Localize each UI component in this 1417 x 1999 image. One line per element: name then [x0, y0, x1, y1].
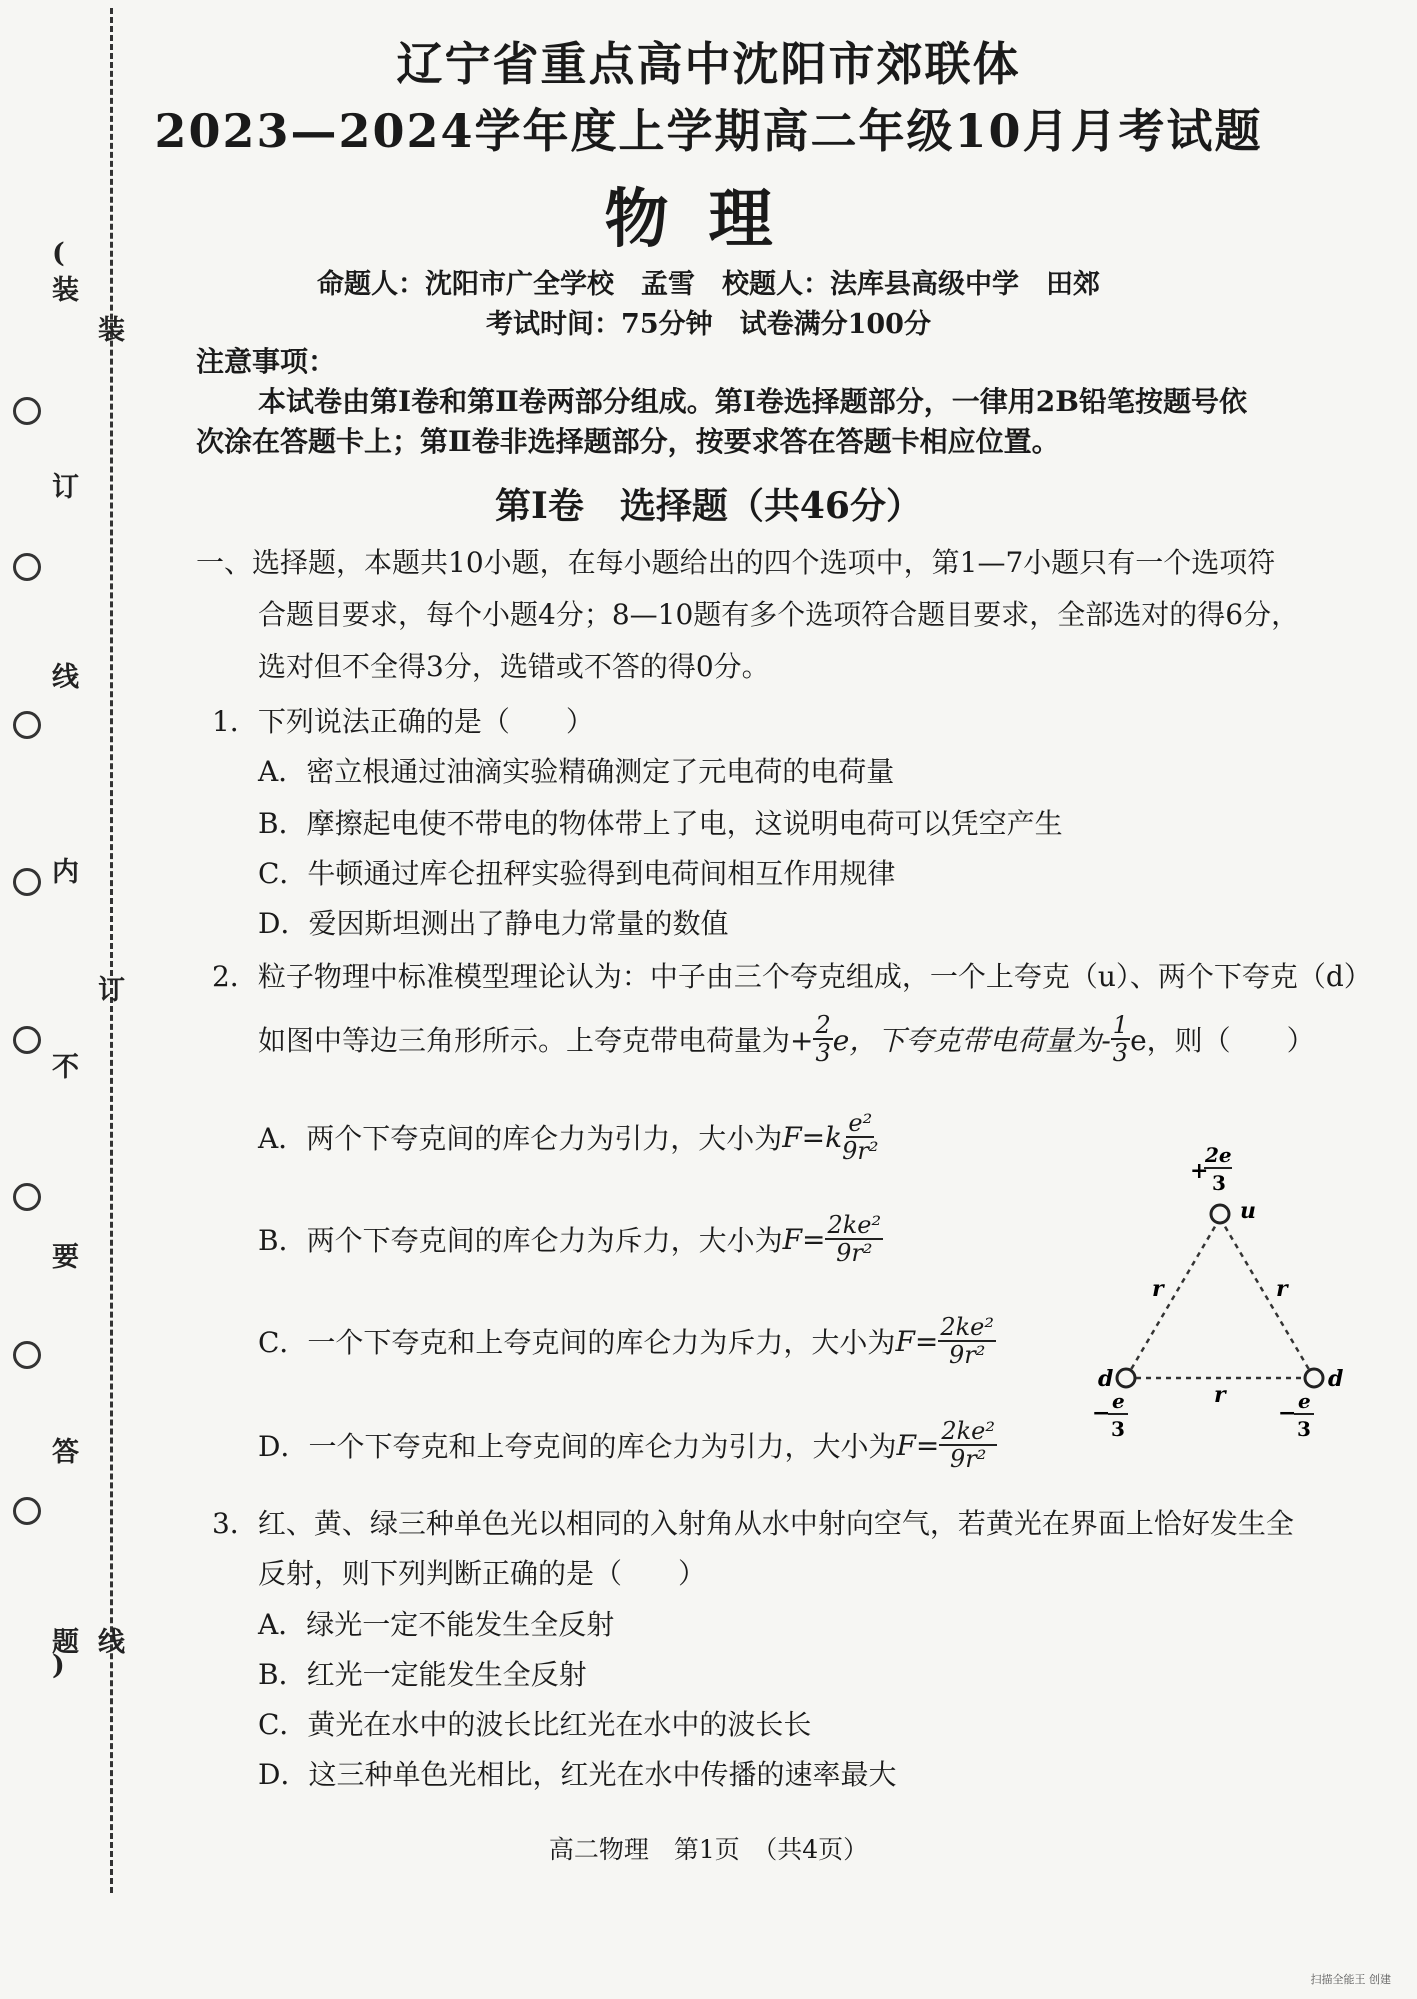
binding-hole-icon — [13, 868, 41, 896]
down-quark-charge-fraction: $\frac{1}{3}$ — [1112, 1011, 1129, 1067]
left-charge-den: 3 — [1111, 1417, 1125, 1441]
margin-char: 不 — [52, 1052, 79, 1083]
section-intro-line3: 选对但不全得3分，选错或不答的得0分。 — [258, 650, 770, 683]
q2-b-fraction: $\frac{\text{2ke²}}{\text{9r²}}$ — [827, 1211, 882, 1267]
q3-option-b: B．红光一定能发生全反射 — [258, 1658, 587, 1691]
q2-option-b: B．两个下夸克间的库仑力为斥力，大小为 F= $\frac{\text{2ke²}}{\text{9r²}}$ — [258, 1211, 882, 1267]
q2-stem-part-a: 如图中等边三角形所示。上夸克带电荷量为+ — [258, 1024, 814, 1057]
down-quark-node-left — [1117, 1369, 1135, 1387]
section-intro-line2: 合题目要求，每个小题4分；8—10题有多个选项符合题目要求，全部选对的得6分， — [258, 598, 1300, 631]
q2-stem-part-b: e，下夸克带电荷量为- — [832, 1024, 1111, 1057]
scanner-watermark: 扫描全能王 创建 — [1310, 1973, 1391, 1986]
margin-char: ) — [52, 1650, 65, 1681]
q2-c-fraction: $\frac{\text{2ke²}}{\text{9r²}}$ — [940, 1313, 994, 1369]
q1-stem: 1．下列说法正确的是（ ） — [212, 705, 594, 738]
q3-option-a: A．绿光一定不能发生全反射 — [258, 1608, 615, 1641]
down-quark-node-right — [1305, 1369, 1323, 1387]
binding-hole-icon — [13, 1183, 41, 1211]
section-intro-line1: 一、选择题，本题共10小题，在每小题给出的四个选项中，第1—7小题只有一个选项符 — [196, 546, 1276, 579]
margin-char: 线 — [98, 1627, 125, 1658]
exam-info-line: 考试时间：75分钟 试卷满分100分 — [486, 309, 931, 340]
notice-line2: 次涂在答题卡上；第Ⅱ卷非选择题部分，按要求答在答题卡相应位置。 — [196, 425, 1060, 458]
binding-hole-icon — [13, 553, 41, 581]
q2-d-fraction: $\frac{\text{2ke²}}{\text{9r²}}$ — [941, 1417, 995, 1473]
q2-option-c: C．一个下夸克和上夸克间的库仑力为斥力，大小为 F= $\frac{\text{2ke²}}{\text{9r²}}$ — [258, 1313, 994, 1369]
right-charge-num: e — [1298, 1389, 1311, 1413]
up-quark-label: u — [1240, 1198, 1256, 1224]
margin-char: 题 — [52, 1627, 79, 1658]
left-charge-sign: − — [1092, 1400, 1111, 1426]
margin-char: 订 — [98, 975, 125, 1006]
right-charge-den: 3 — [1297, 1417, 1311, 1441]
exam-title-line1: 辽宁省重点高中沈阳市郊联体 — [396, 37, 1021, 91]
q3-stem-line2: 反射，则下列判断正确的是（ ） — [258, 1557, 707, 1590]
q3-option-c: C．黄光在水中的波长比红光在水中的波长长 — [258, 1708, 812, 1741]
left-charge-num: e — [1112, 1389, 1125, 1413]
margin-char: 答 — [52, 1437, 79, 1468]
top-charge-den: 3 — [1212, 1171, 1226, 1195]
down-quark-label-right: d — [1328, 1366, 1344, 1392]
side-label-r: r — [1152, 1276, 1164, 1302]
up-quark-node — [1211, 1205, 1229, 1223]
q2-stem-line2 — [258, 1012, 1315, 1066]
page-footer: 高二物理 第1页 （共4页） — [548, 1835, 869, 1864]
quark-triangle-diagram — [1080, 1130, 1360, 1470]
triangle-side-right — [1220, 1218, 1314, 1378]
top-charge-sign: + — [1190, 1158, 1209, 1184]
section-title: 第Ⅰ卷 选择题（共46分） — [495, 485, 922, 527]
q2-a-fraction: $\frac{\text{e²}}{\text{9r²}}$ — [842, 1109, 879, 1165]
margin-char: 内 — [52, 857, 79, 888]
top-charge-num: 2e — [1205, 1143, 1232, 1167]
authors-line: 命题人：沈阳市广全学校 孟雪 校题人：法库县高级中学 田郊 — [317, 269, 1100, 300]
side-label-r: r — [1276, 1276, 1288, 1302]
notice-title: 注意事项： — [196, 345, 337, 378]
right-charge-sign: − — [1278, 1400, 1297, 1426]
margin-char: 要 — [52, 1242, 79, 1273]
down-quark-label-left: d — [1098, 1366, 1114, 1392]
binding-hole-icon — [13, 397, 41, 425]
q2-stem-part-c: e，则（ ） — [1130, 1024, 1315, 1057]
binding-hole-icon — [13, 1341, 41, 1369]
q3-option-d: D．这三种单色光相比，红光在水中传播的速率最大 — [258, 1758, 897, 1791]
q1-option-b: B．摩擦起电使不带电的物体带上了电，这说明电荷可以凭空产生 — [258, 807, 1063, 840]
subject-title: 物理 — [604, 182, 813, 257]
margin-char: 装 — [98, 315, 125, 346]
margin-char: 订 — [52, 472, 79, 503]
margin-char: 线 — [52, 662, 79, 693]
q1-option-d: D．爱因斯坦测出了静电力常量的数值 — [258, 907, 729, 940]
q2-option-d: D．一个下夸克和上夸克间的库仑力为引力，大小为 F= $\frac{\text{2ke²}}{\text{9r²}}$ — [258, 1417, 995, 1473]
q3-stem-line1: 3．红、黄、绿三种单色光以相同的入射角从水中射向空气，若黄光在界面上恰好发生全 — [212, 1507, 1294, 1540]
up-quark-charge-fraction: $\frac{2}{3}$ — [815, 1011, 831, 1067]
side-label-r: r — [1214, 1382, 1226, 1408]
binding-hole-icon — [13, 1497, 41, 1525]
binding-hole-icon — [13, 1026, 41, 1054]
q1-option-c: C．牛顿通过库仑扭秤实验得到电荷间相互作用规律 — [258, 857, 896, 890]
margin-char: 装 — [52, 275, 79, 306]
binding-hole-icon — [13, 711, 41, 739]
q2-option-a: A．两个下夸克间的库仑力为引力，大小为 F=k $\frac{\text{e²}}{\text{9r²}}$ — [258, 1109, 879, 1165]
q1-option-a: A．密立根通过油滴实验精确测定了元电荷的电荷量 — [258, 755, 895, 788]
q2-stem-line1: 2．粒子物理中标准模型理论认为：中子由三个夸克组成，一个上夸克（u）、两个下夸克（d） — [212, 960, 1372, 993]
exam-title-line2: 2023—2024学年度上学期高二年级10月月考试题 — [154, 104, 1263, 158]
notice-line1: 本试卷由第Ⅰ卷和第Ⅱ卷两部分组成。第Ⅰ卷选择题部分，一律用2B铅笔按题号依 — [258, 385, 1247, 418]
triangle-side-left — [1126, 1218, 1220, 1378]
margin-char: ( — [52, 238, 65, 269]
